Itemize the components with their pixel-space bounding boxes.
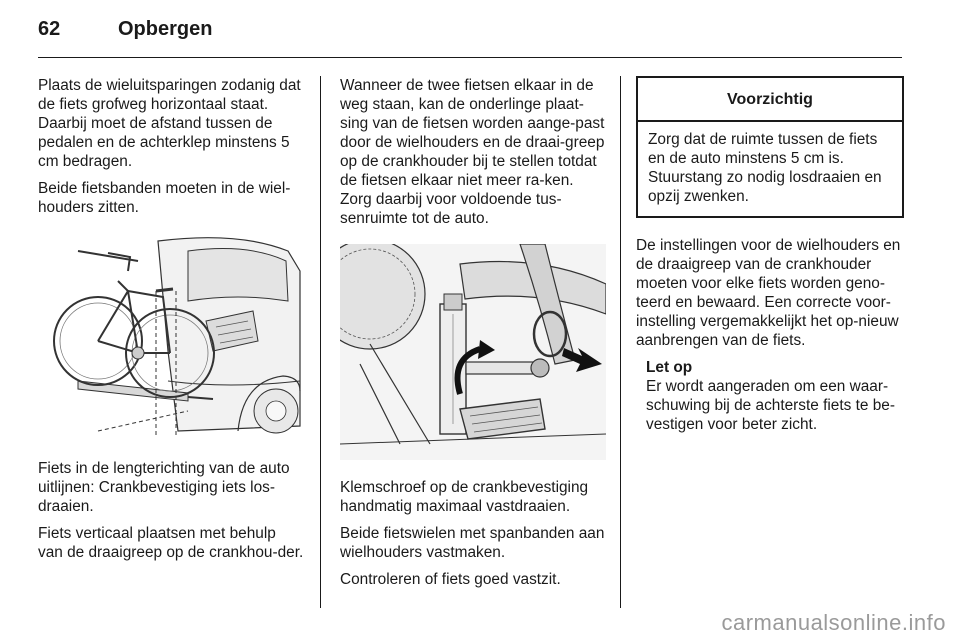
caution-body: Zorg dat de ruimte tussen de fiets en de auto minstens 5 cm is. Stuurstang zo nodig losdraaien en opzij zwenken. [648,131,882,205]
header-divider [38,57,902,58]
page-header [38,18,212,48]
note-body: Er wordt aangeraden om een waar-schuwing bij de achterste fiets te be-vestigen voor beter zicht. [646,378,895,433]
paragraph: Beide fietswielen met spanbanden aan wielhouders vastmaken. [340,525,605,561]
paragraph: Controleren of fiets goed vastzit. [340,571,561,588]
paragraph: Beide fietsbanden moeten in de wiel-houders zitten. [38,180,291,216]
paragraph: Klemschroef op de crankbevestiging handmatig maximaal vastdraaien. [340,479,589,515]
bike-carrier-illustration-icon [38,231,304,439]
column-3 [636,76,904,434]
note-block [636,358,904,434]
caution-box [636,76,904,218]
paragraph: Fiets in de lengterichting van de auto uitlijnen: Crankbevestiging iets los-draaien. [38,460,290,515]
caution-title: Voorzichtig [638,78,902,122]
paragraph: Wanneer de twee fietsen elkaar in de weg staan, kan de onderlinge plaat-sing van de fietsen worden aange-past door de wielhouders en de draai-greep op de crankhouder bij te stellen totdat de fietsen elkaar niet meer ra-ken. Zorg daarbij voor voldoende tus-senruimte tot de auto. [340,77,605,227]
note-title: Let op [646,359,693,376]
crank-holder-illustration-icon [340,244,606,460]
column-2 [340,76,606,597]
bike-on-rear-carrier-illustration [38,231,304,439]
page-number: 62 [38,18,61,40]
column-divider-1 [320,76,321,608]
watermark: carmanualsonline.info [721,610,946,635]
paragraph: De instellingen voor de wielhouders en de draaigreep van de crankhouder moeten voor elke fiets worden geno-teerd en bewaard. Een correcte voor-instelling vergemakkelijkt het op-nieuw aanbrengen van de fiets. [636,237,901,349]
page-title: Opbergen [118,18,213,40]
crank-holder-closeup-illustration [340,244,606,460]
paragraph: Plaats de wieluitsparingen zodanig dat de fiets grofweg horizontaal staat. Daarbij moet de afstand tussen de pedalen en de achterklep minstens 5 cm bedragen. [38,77,301,170]
column-divider-2 [620,76,621,608]
column-1 [38,76,304,570]
paragraph: Fiets verticaal plaatsen met behulp van de draaigreep op de crankhou-der. [38,525,304,561]
